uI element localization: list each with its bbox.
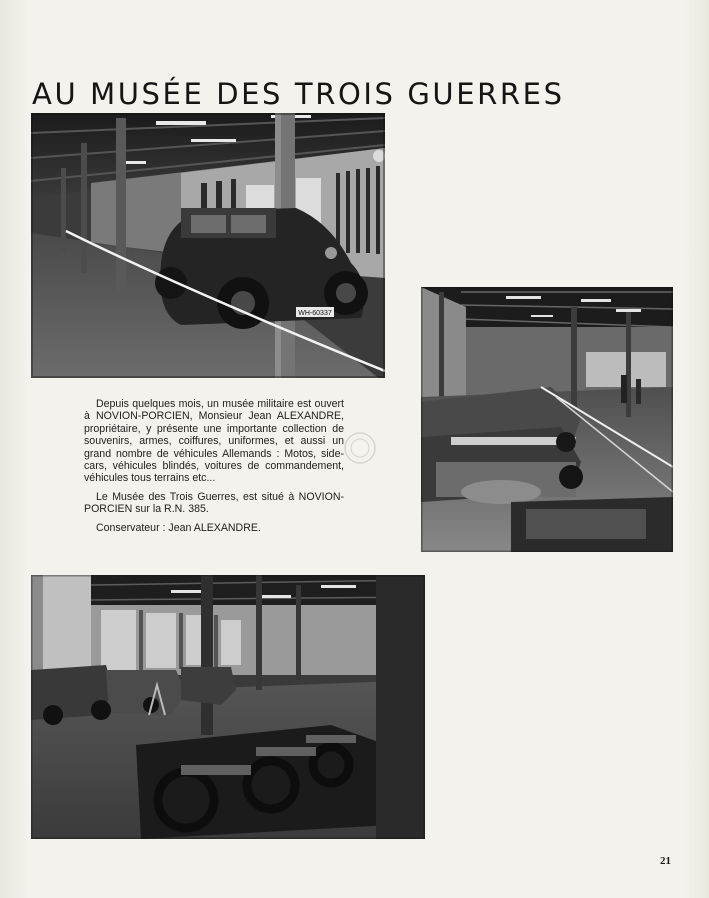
license-plate: WH-60337 xyxy=(298,310,332,317)
photo-motorcycles-image xyxy=(31,575,425,839)
photo-staff-car xyxy=(31,113,385,378)
page-number: 21 xyxy=(660,855,671,867)
article-body xyxy=(84,398,344,540)
article-paragraph-location: Le Musée des Trois Guerres, est situé à NOVION-PORCIEN sur la R.N. 385. xyxy=(84,490,344,516)
article-paragraph-intro: Depuis quelques mois, un musée militaire est ouvert à NOVION-PORCIEN, Monsieur Jean ALEXANDRE, propriétaire, y présente une importante collection de souvenirs, armes, coiffures, uniformes, et aussi un grand nombre de véhicules Allemands : Motos, side-cars, véhicules blindés, voitures de commandement, véhicules tous terrains etc... xyxy=(84,398,344,485)
article-paragraph-curator: Conservateur : Jean ALEXANDRE. xyxy=(96,521,261,534)
photo-motorcycles xyxy=(31,575,425,839)
photo-vehicle-row xyxy=(421,287,673,552)
photo-vehicle-row-image xyxy=(421,287,673,552)
photo-staff-car-image xyxy=(31,113,385,378)
watermark-stamp xyxy=(343,431,377,465)
page-title: AU MUSÉE DES TROIS GUERRES xyxy=(32,77,565,112)
